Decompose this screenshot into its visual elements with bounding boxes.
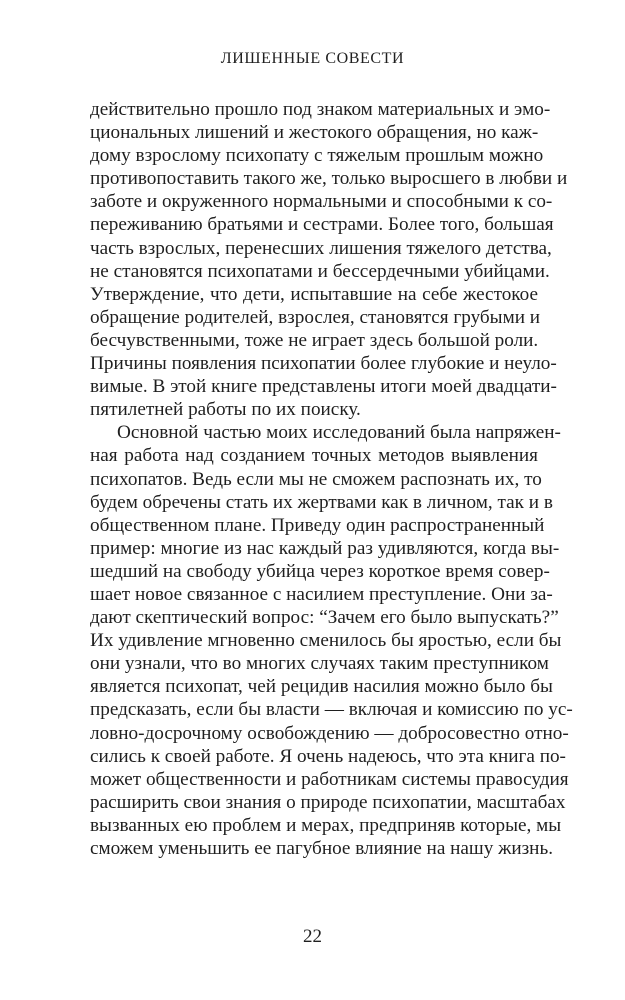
text-line: часть взрослых, перенесших лишения тяжелого детства, <box>90 237 552 259</box>
text-line: вызванных ею проблем и мерах, предприняв которые, мы <box>90 814 562 836</box>
text-line: дому взрослому психопату с тяжелым прошлым можно <box>90 145 544 167</box>
text-line: пятилетней работы по их поиску. <box>90 399 361 421</box>
page-number: 22 <box>303 926 322 947</box>
text-line: предсказать, если бы власти — включая и комиссию по ус- <box>90 699 573 721</box>
text-line: они узнали, что во многих случаях таким преступником <box>90 653 549 675</box>
text-line: противопоставить такого же, только выросшего в любви и <box>90 168 568 190</box>
text-line: переживанию братьями и сестрами. Более того, большая <box>90 214 554 236</box>
text-line: шедший на свободу убийца через короткое время совер- <box>90 560 550 582</box>
text-line: заботе и окруженного нормальными и способными к со- <box>90 191 553 213</box>
text-line: шает новое связанное с насилием преступление. Они за- <box>90 583 553 605</box>
running-header: ЛИШЕННЫЕ СОВЕСТИ <box>220 50 405 67</box>
text-line: общественном плане. Приведу один распространенный <box>90 514 545 536</box>
paragraph <box>90 98 568 421</box>
text-line: Причины появления психопатии более глубокие и неуло- <box>90 353 557 375</box>
text-line: психопатов. Ведь если мы не сможем распознать их, то <box>90 468 542 490</box>
text-line: может общественности и работникам системы правосудия <box>90 768 569 790</box>
text-line: ная работа над созданием точных методов выявления <box>90 445 538 467</box>
text-line: пример: многие из нас каждый раз удивляются, когда вы- <box>90 537 560 559</box>
text-line: ловно-досрочному освобождению — добросовестно отно- <box>90 722 569 744</box>
text-line: бесчувственными, тоже не играет здесь большой роли. <box>90 329 539 351</box>
text-line: не становятся психопатами и бессердечными убийцами. <box>90 260 550 282</box>
text-line: Основной частью моих исследований была напряжен- <box>117 422 561 444</box>
text-line: Утверждение, что дети, испытавшие на себе жестокое <box>90 283 538 305</box>
text-line: обращение родителей, взрослея, становятся грубыми и <box>90 306 541 328</box>
text-line: вимые. В этой книге представлены итоги моей двадцати- <box>90 376 557 398</box>
text-line: дают скептический вопрос: “Зачем его было выпускать?” <box>90 607 559 629</box>
paragraph <box>90 421 573 860</box>
text-line: является психопат, чей рецидив насилия можно было бы <box>90 676 553 698</box>
text-line: будем обречены стать их жертвами как в личном, так и в <box>90 491 553 513</box>
text-line: сились к своей работе. Я очень надеюсь, что эта книга по- <box>90 745 566 767</box>
text-line: циональных лишений и жестокого обращения, но каж- <box>90 122 539 144</box>
text-line: Их удивление мгновенно сменилось бы яростью, если бы <box>90 630 562 652</box>
body-text <box>90 98 573 860</box>
text-line: расширить свои знания о природе психопатии, масштабах <box>90 791 566 813</box>
text-line: сможем уменьшить ее пагубное влияние на нашу жизнь. <box>90 838 554 859</box>
text-line: действительно прошло под знаком материальных и эмо- <box>90 99 551 120</box>
